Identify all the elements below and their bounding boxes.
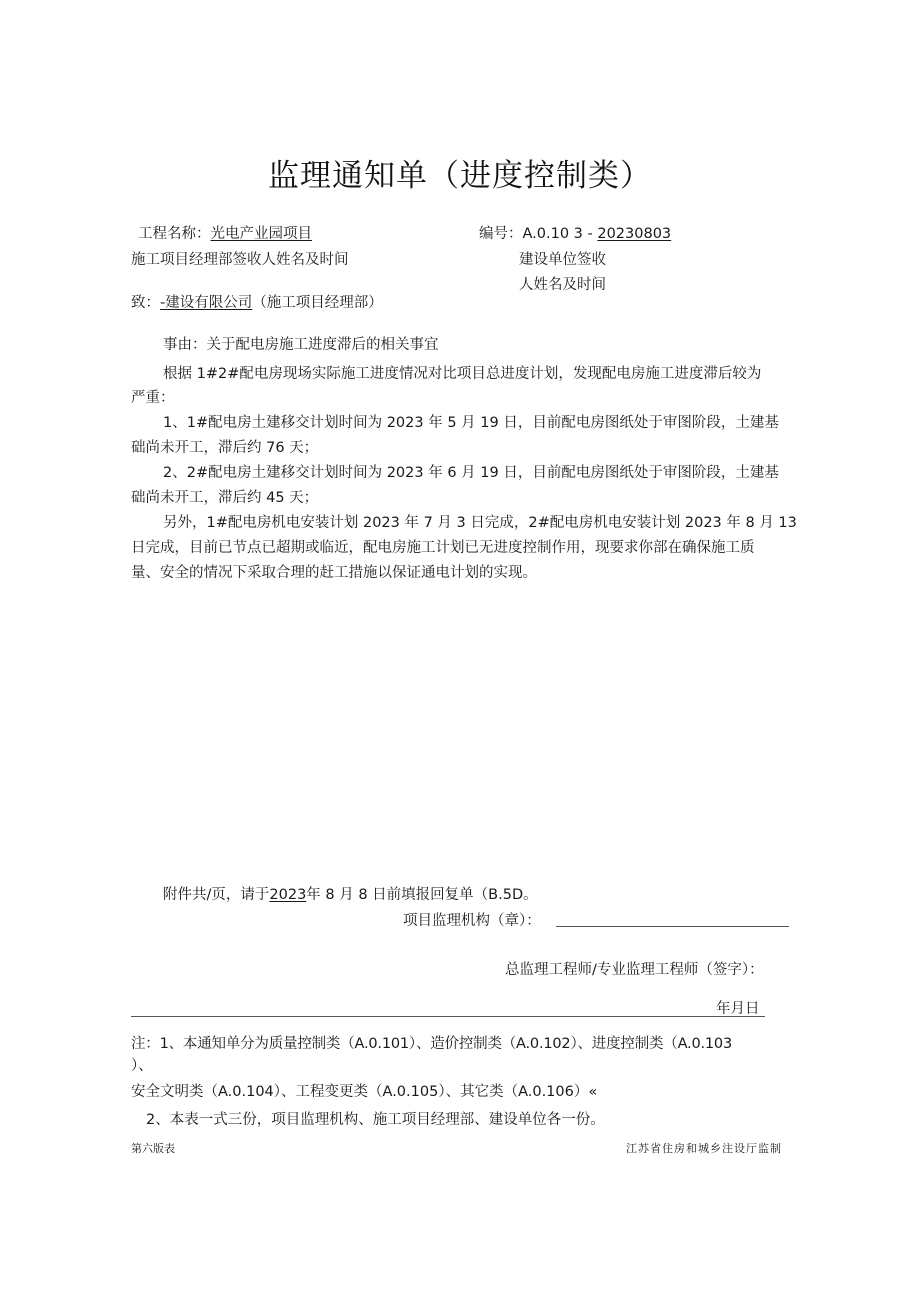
attach-suffix: 年 8 月 8 日前填报回复单（B.5D。 (306, 887, 538, 903)
page-title: 监理通知单（进度控制类） (268, 158, 652, 194)
date-line (131, 1016, 765, 1017)
project-name (138, 222, 312, 243)
project-label: 工程名称： (138, 226, 211, 242)
to-label: 致： (131, 295, 160, 311)
item-1-line-2: 础尚未开工，滞后约 76 天； (131, 440, 319, 456)
to-value: -建设有限公司 (160, 295, 253, 311)
number-label: 编号： (479, 226, 523, 242)
intro-line-2: 严重： (131, 390, 175, 406)
attach-year: 2023 (269, 887, 307, 903)
edition-label: 第六版表 (131, 1142, 175, 1155)
note-1-line-1: 注：1、本通知单分为质量控制类（A.0.101）、造价控制类（A.0.102）、进度控制类（A.0.103 (131, 1036, 732, 1052)
recipient (131, 291, 383, 312)
extra-line-3: 量、安全的情况下采取合理的赶工措施以保证通电计划的实现。 (131, 565, 537, 581)
owner-sign-label-2: 人姓名及时间 (519, 277, 606, 293)
extra-line-2: 日完成，目前已节点已超期或临近，配电房施工计划已无进度控制作用，现要求你部在确保施工质 (131, 540, 755, 556)
to-suffix: （施工项目经理部） (252, 295, 383, 311)
date-label: 年月日 (716, 1001, 760, 1017)
intro-line-1: 根据 1#2#配电房现场实际施工进度情况对比项目总进度计划，发现配电房施工进度滞后较为 (163, 366, 762, 382)
org-seal-line (556, 926, 789, 927)
note-2: 2、本表一式三份，项目监理机构、施工项目经理部、建设单位各一份。 (146, 1112, 605, 1128)
contractor-sign-label: 施工项目经理部签收人姓名及时间 (131, 252, 349, 268)
org-seal-label: 项目监理机构（章）： (403, 913, 541, 929)
number-prefix: A.0.10 3 - (522, 226, 598, 242)
note-1-line-3: 安全文明类（A.0.104）、工程变更类（A.0.105）、其它类（A.0.106）« (131, 1084, 598, 1100)
attachment-note (163, 883, 538, 904)
item-1-line-1: 1、1#配电房土建移交计划时间为 2023 年 5 月 19 日，目前配电房图纸处于审图阶段，土建基 (163, 415, 779, 431)
project-value: 光电产业园项目 (210, 226, 312, 242)
number-value: 20230803 (597, 226, 672, 242)
document-number (479, 222, 671, 243)
subject: 事由：关于配电房施工进度滞后的相关事宜 (163, 337, 439, 353)
item-2-line-1: 2、2#配电房土建移交计划时间为 2023 年 6 月 19 日，目前配电房图纸处于审图阶段，土建基 (163, 465, 779, 481)
issuer-label: 江苏省住房和城乡注设厅监制 (626, 1142, 782, 1155)
engineer-sign-label: 总监理工程师/专业监理工程师（签字）： (505, 962, 764, 978)
attach-prefix: 附件共/页，请于 (163, 887, 270, 903)
extra-line-1: 另外，1#配电房机电安装计划 2023 年 7 月 3 日完成，2#配电房机电安装计划 2023 年 8 月 13 (163, 515, 797, 531)
item-2-line-2: 础尚未开工，滞后约 45 天； (131, 490, 319, 506)
owner-sign-label-1: 建设单位签收 (519, 252, 606, 268)
note-1-line-2: ）、 (131, 1058, 153, 1074)
